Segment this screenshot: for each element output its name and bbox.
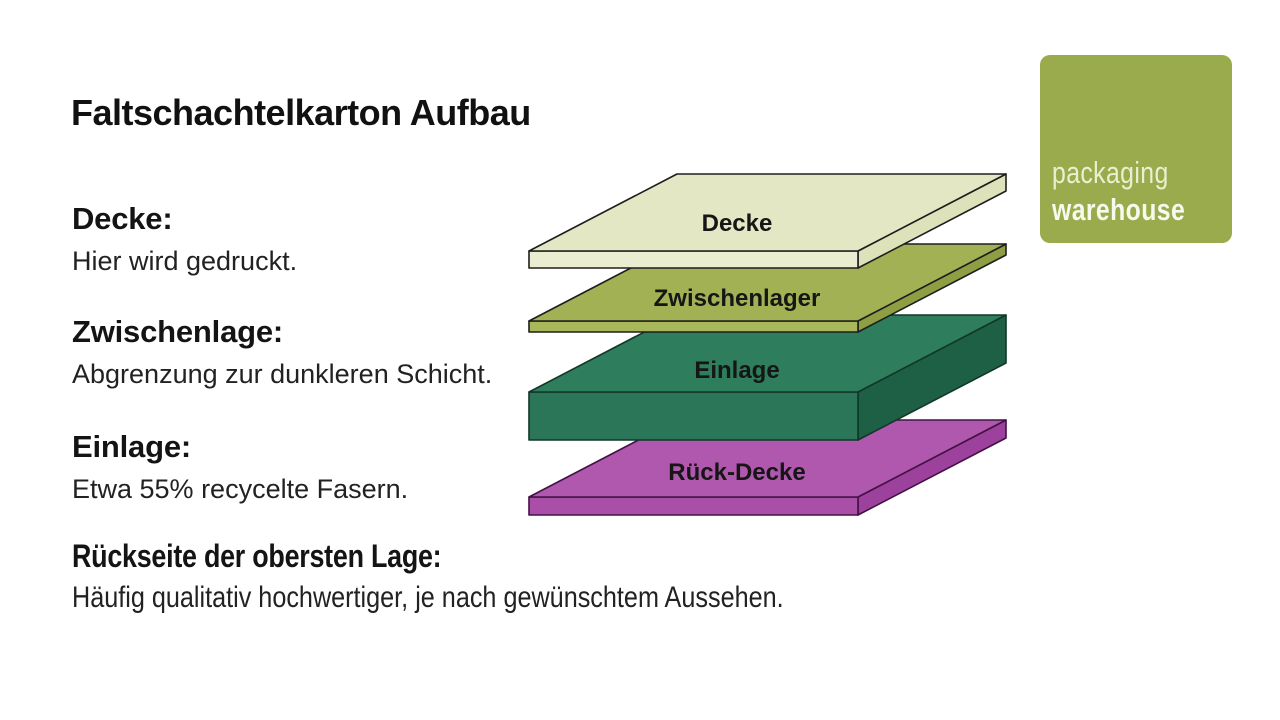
- page-title: Faltschachtelkarton Aufbau: [71, 92, 531, 134]
- info-heading: Decke:: [72, 201, 173, 236]
- logo-text: [1052, 157, 1218, 231]
- info-block-einlage: [72, 428, 408, 506]
- info-body: Abgrenzung zur dunkleren Schicht.: [72, 359, 493, 389]
- info-heading: [72, 537, 919, 575]
- info-body: Hier wird gedruckt.: [72, 246, 298, 276]
- logo-line-packaging: packaging: [1052, 155, 1169, 190]
- info-block-decke: [72, 200, 297, 278]
- info-block-rueckseite: [72, 537, 919, 615]
- info-body: Etwa 55% recycelte Fasern.: [72, 474, 409, 504]
- info-body-text: Häufig qualitativ hochwertiger, je nach gewünschtem Aussehen.: [72, 581, 784, 614]
- layer-diagram: [500, 160, 1020, 540]
- info-block-zwischenlage: [72, 313, 492, 391]
- info-heading-text: Rückseite der obersten Lage:: [72, 538, 442, 574]
- layer-label: Einlage: [694, 357, 780, 384]
- logo-line-warehouse: warehouse: [1052, 192, 1186, 227]
- layer-label: Rück-Decke: [668, 459, 806, 486]
- info-body: [72, 581, 919, 615]
- info-heading: Zwischenlage:: [72, 314, 284, 349]
- layer-label: Decke: [701, 210, 773, 237]
- layer-label: Zwischenlager: [653, 285, 821, 312]
- logo-card: [1040, 55, 1232, 243]
- info-heading: Einlage:: [72, 429, 191, 464]
